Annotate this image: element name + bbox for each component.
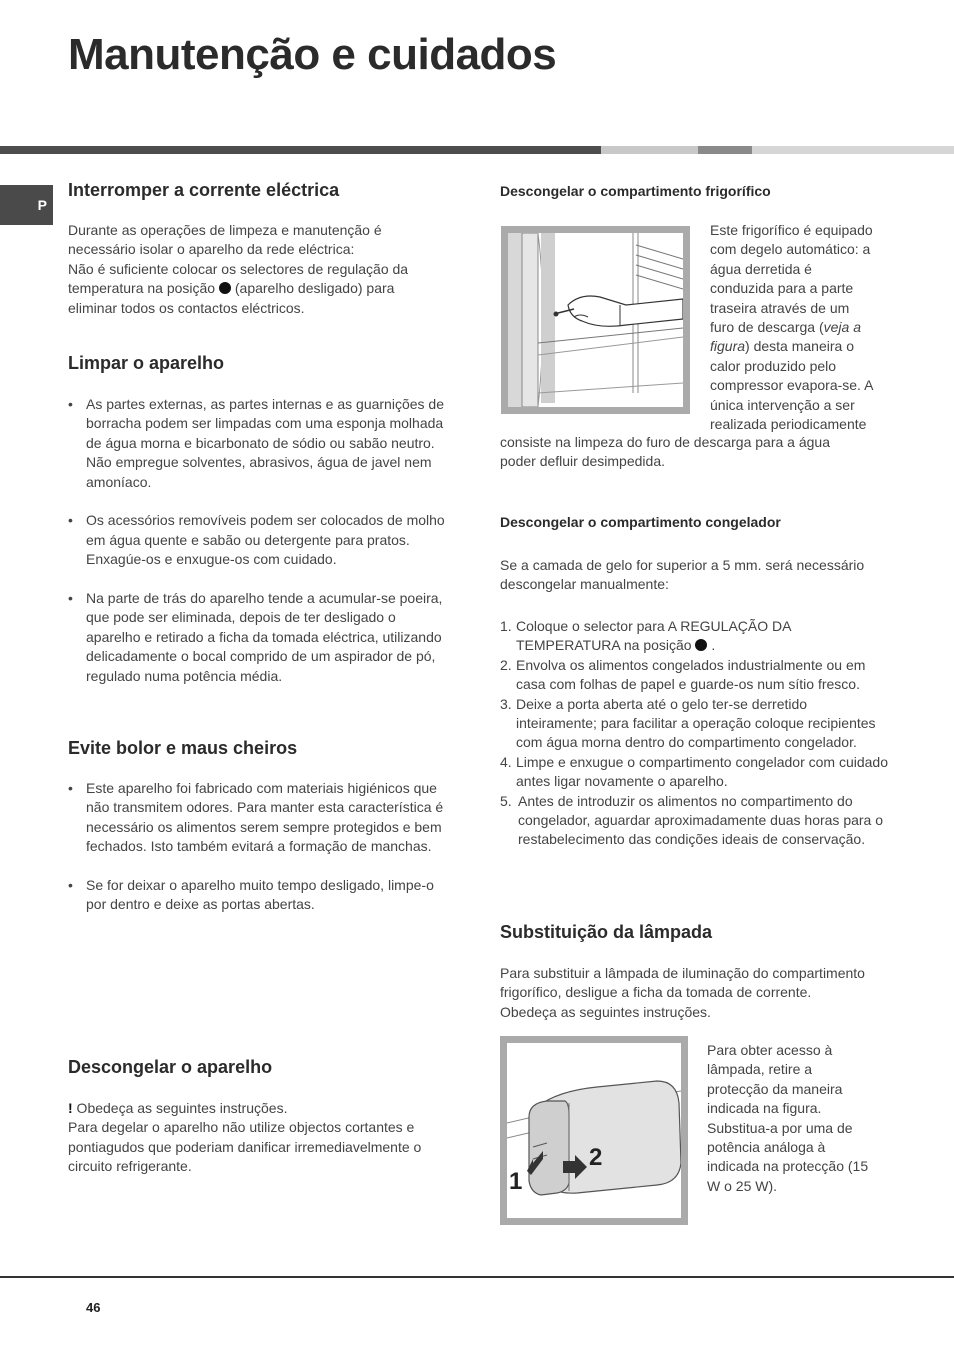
frigorifico-side-text: [710, 221, 900, 434]
fridge-interior-illustration: [508, 233, 683, 407]
text-fragment: .: [711, 637, 716, 654]
text-line: poder defluir desimpedida.: [500, 453, 665, 470]
header-bar-light-1: [601, 146, 698, 154]
descongelar-aparelho-text: [68, 1099, 468, 1177]
list-item: [500, 792, 888, 850]
off-position-dot-icon: [695, 639, 707, 651]
text-line: Para substituir a lâmpada de iluminação do compartimento: [500, 965, 865, 981]
heading-descongelar-aparelho: Descongelar o aparelho: [68, 1057, 273, 1077]
text-line: com degelo automático: a: [710, 241, 871, 258]
text-line: única intervenção a ser: [710, 396, 855, 413]
figure-label-2: 2: [589, 1144, 603, 1171]
text-fragment: TEMPERATURA na posição: [516, 637, 692, 654]
step-number: 4.: [500, 753, 512, 770]
text-line: conduzida para a parte: [710, 280, 854, 297]
text-line: Este frigorífico é equipado: [710, 222, 873, 238]
text-line: Substitua-a por uma de: [707, 1119, 853, 1136]
language-tab: P: [0, 185, 53, 225]
text-line: traseira através de um: [710, 299, 850, 316]
step-number: 2.: [500, 656, 512, 673]
text-line: compressor evapora-se. A: [710, 377, 874, 394]
step-text: Envolva os alimentos congelados industrialmente ou em casa com folhas de papel e guarde-os num sítio fresco.: [516, 656, 866, 693]
page-number: 46: [86, 1300, 101, 1315]
text-line: lâmpada, retire a: [707, 1061, 813, 1078]
frigorifico-full-text: [500, 433, 900, 472]
header-bar-mid: [698, 146, 752, 154]
list-item: [500, 656, 888, 695]
congelador-intro: [500, 556, 900, 595]
off-position-dot-icon: [219, 282, 231, 294]
step-text: Antes de introduzir os alimentos no compartimento do congelador, aguardar aproximadamente duas horas para o restabelecimento das condições ideais de conservação.: [518, 792, 884, 848]
text-fragment: (aparelho desligado) para: [234, 280, 395, 297]
text-fragment: furo de descarga (: [710, 319, 824, 336]
text-line: consiste na limpeza do furo de descarga para a água: [500, 434, 830, 450]
warning-mark: !: [68, 1100, 73, 1116]
list-item: [500, 617, 888, 656]
text-line: Para obter acesso à: [707, 1042, 833, 1058]
text-fragment-italic: veja a: [823, 319, 861, 336]
text-line: indicada na protecção (15: [707, 1158, 869, 1175]
text-line: Durante as operações de limpeza e manutenção é: [68, 222, 382, 238]
text-fragment-italic: figura: [710, 338, 746, 355]
text-line: realizada periodicamente: [710, 416, 867, 433]
figure-inner: [507, 1043, 681, 1218]
step-number: 1.: [500, 618, 512, 634]
text-fragment: temperatura na posição: [68, 280, 216, 297]
lamp-cover-figure: [500, 1036, 688, 1225]
heading-evite-bolor: Evite bolor e maus cheiros: [68, 738, 298, 758]
list-item: • As partes externas, as partes internas e as guarnições de borracha podem ser limpadas com uma esponja molhada de água morna e bicarbonato de sódio ou sabão neutro. Não empregue solventes, abrasivos, água de javel nem amoníaco.: [68, 395, 450, 492]
text-line: Para degelar o aparelho não utilize objectos cortantes e: [68, 1119, 415, 1136]
heading-interromper: Interromper a corrente eléctrica: [68, 180, 340, 200]
heading-descongelar-congelador: Descongelar o compartimento congelador: [500, 514, 781, 530]
evite-bolor-list: [68, 779, 453, 934]
header-bar-light-2: [752, 146, 954, 154]
drain-hole-figure: [501, 226, 690, 414]
list-item: [500, 695, 888, 753]
lampada-side-text: [707, 1041, 897, 1196]
figure-inner: [508, 233, 683, 407]
step-text: Deixe a porta aberta até o gelo ter-se derretido inteiramente; para facilitar a operação coloque recipientes com água morna dentro do compartimento congelador.: [516, 695, 876, 751]
header-bar-dark: [0, 146, 601, 154]
limpar-list: [68, 395, 450, 705]
lamp-cover-illustration: [507, 1043, 681, 1218]
text-line: [710, 318, 900, 337]
text-line: [68, 1099, 468, 1118]
text-line: indicada na figura.: [707, 1100, 822, 1117]
text-line: necessário isolar o aparelho da rede eléctrica:: [68, 241, 355, 258]
list-item: [500, 753, 888, 792]
text-line: Se a camada de gelo for superior a 5 mm. será necessário: [500, 557, 865, 573]
heading-limpar: Limpar o aparelho: [68, 353, 225, 373]
page-title: Manutenção e cuidados: [68, 30, 557, 79]
text-fragment: ) desta maneira o: [745, 338, 854, 355]
text-line: [710, 337, 900, 356]
text-line: Não é suficiente colocar os selectores de regulação da: [68, 260, 409, 277]
figure-label-1: 1: [509, 1168, 523, 1195]
text-fragment: Coloque o selector para A REGULAÇÃO DA: [516, 618, 792, 634]
text-line: calor produzido pelo: [710, 357, 837, 374]
interromper-text: [68, 221, 468, 318]
list-item: • Este aparelho foi fabricado com materiais higiénicos que não transmitem odores. Para manter esta característica é necessário os alimentos serem sempre protegidos e bem fechados. Isto também evitará a formação de manchas.: [68, 779, 453, 857]
text-fragment: Obedeça as seguintes instruções.: [72, 1100, 288, 1116]
text-line: água derretida é: [710, 260, 812, 277]
lampada-intro: [500, 964, 900, 1022]
footer-rule: [0, 1276, 954, 1278]
text-line: descongelar manualmente:: [500, 576, 669, 593]
heading-substituicao-lampada: Substituição da lâmpada: [500, 922, 713, 942]
congelador-steps: [500, 617, 888, 850]
text-line: frigorífico, desligue a ficha da tomada de corrente.: [500, 984, 812, 1001]
text-line: potência análoga à: [707, 1139, 826, 1156]
text-line: Obedeça as seguintes instruções.: [500, 1003, 711, 1020]
text-line: protecção da maneira: [707, 1080, 843, 1097]
step-number: 3.: [500, 695, 512, 712]
list-item: • Na parte de trás do aparelho tende a acumular-se poeira, que pode ser eliminada, depois de ter desligado o aparelho e retirado a ficha da tomada eléctrica, utilizando delicadamente o bocal comprido de um aspirador de pó, regulado numa potência média.: [68, 589, 450, 686]
step-number: 5.: [500, 792, 512, 809]
text-line: [68, 279, 468, 298]
list-item: • Os acessórios removíveis podem ser colocados de molho em água quente e sabão ou detergente para pratos. Enxagúe-os e enxugue-os com cuidado.: [68, 511, 450, 569]
heading-descongelar-frigorifico: Descongelar o compartimento frigorífico: [500, 183, 771, 199]
step-text: Limpe e enxugue o compartimento congelador com cuidado antes ligar novamente o aparelho.: [516, 753, 889, 790]
text-line: W o 25 W).: [707, 1177, 778, 1194]
text-line: circuito refrigerante.: [68, 1158, 192, 1175]
list-item: • Se for deixar o aparelho muito tempo desligado, limpe-o por dentro e deixe as portas abertas.: [68, 876, 453, 915]
text-line: pontiagudos que poderiam danificar irremediavelmente o: [68, 1138, 422, 1155]
text-line: eliminar todos os contactos eléctricos.: [68, 299, 305, 316]
